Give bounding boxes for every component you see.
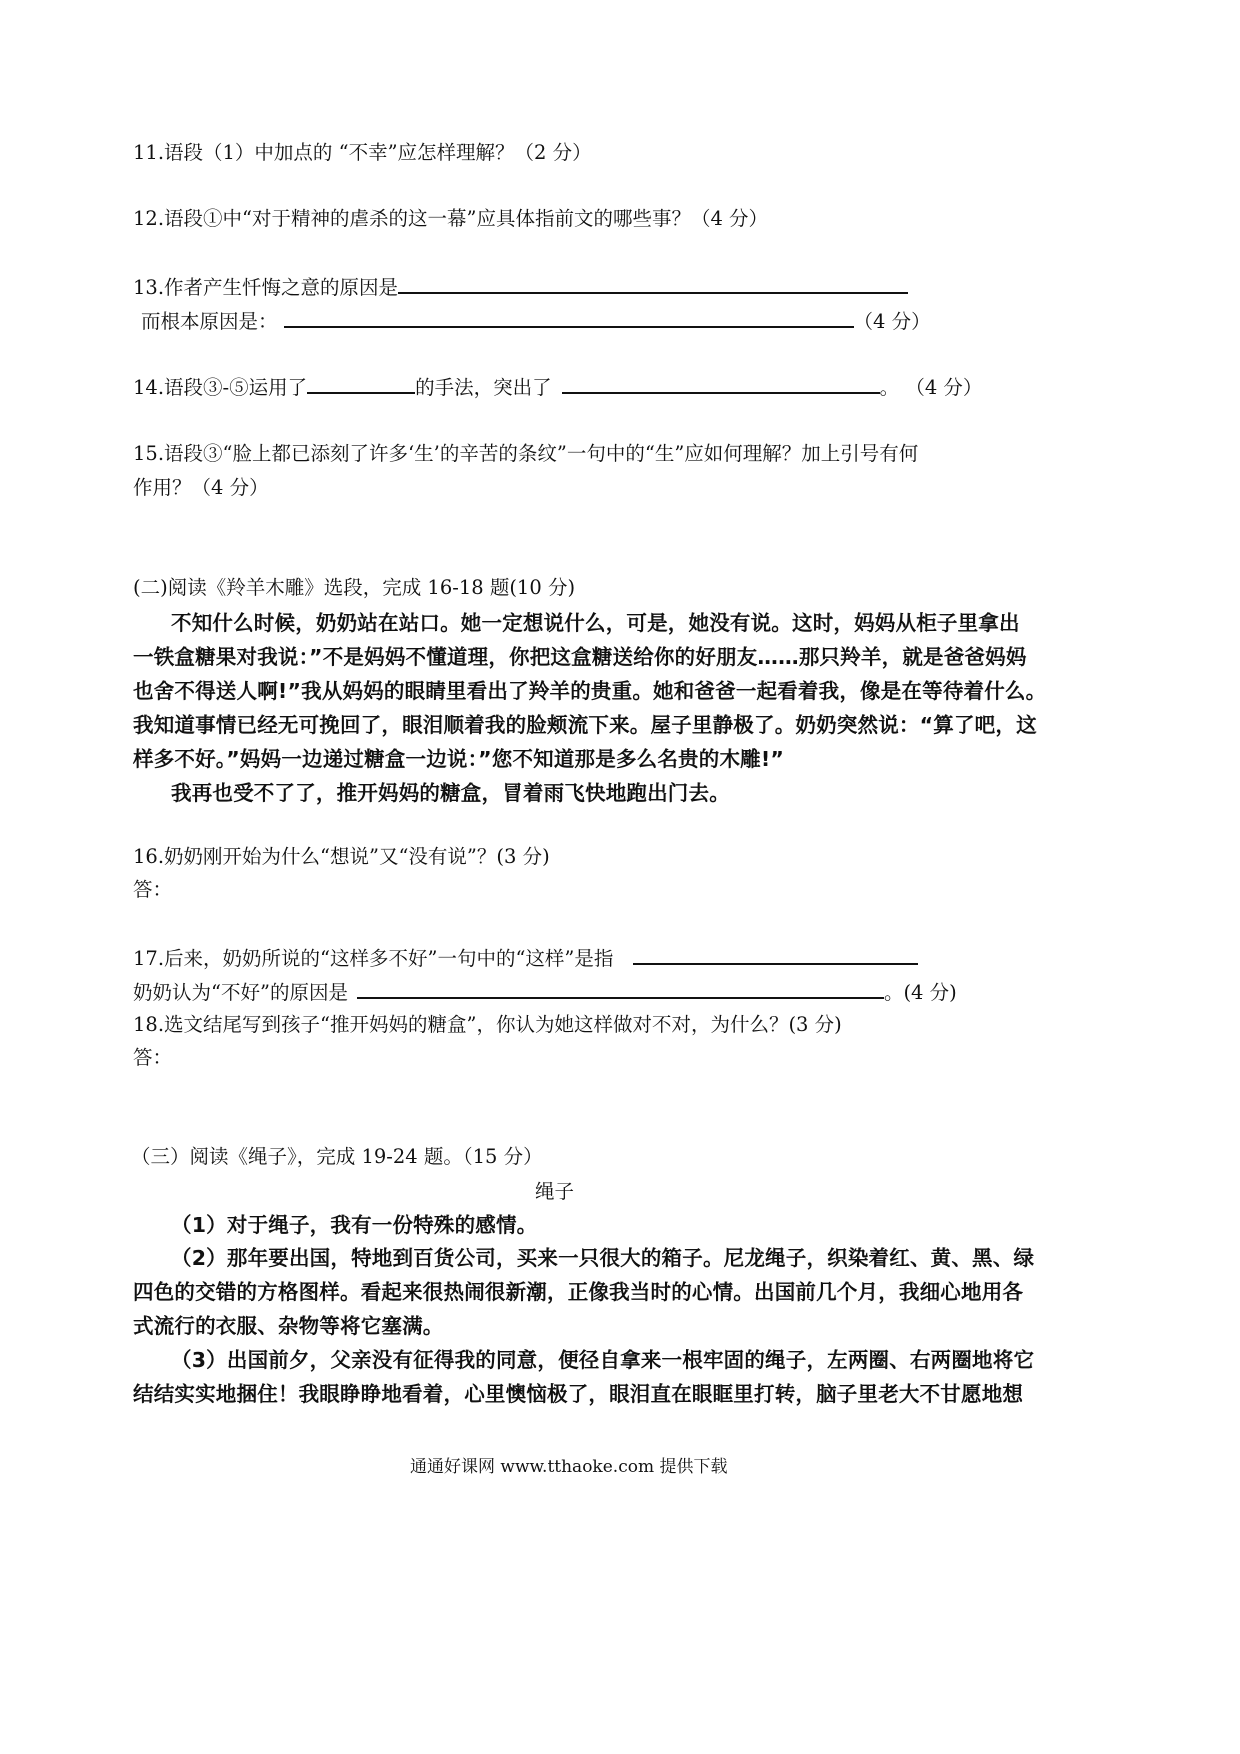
answer-label-18: 答： <box>133 1046 173 1069</box>
question-17-text: 17.后来，奶奶所说的“这样多不好”一句中的“这样”是指 <box>133 947 614 970</box>
question-13-text: 13.作者产生忏悔之意的原因是 <box>133 276 399 299</box>
answer-blank-17a[interactable] <box>633 945 918 965</box>
question-17-line2 <box>133 979 957 1005</box>
passage-3-title: 绳子 <box>535 1180 575 1203</box>
passage-2-line-1: 不知什么时候，奶奶站在站口。她一定想说什么，可是，她没有说。这时，妈妈从柜子里拿出 <box>171 611 1020 635</box>
answer-blank-13a[interactable] <box>398 274 908 294</box>
answer-label-16: 答： <box>133 878 173 901</box>
question-15-line2: 作用？（4 分） <box>133 476 269 499</box>
question-13-line2 <box>141 308 931 334</box>
passage-3-line-4: 式流行的衣服、杂物等将它塞满。 <box>133 1314 444 1338</box>
question-13-score: （4 分） <box>853 310 931 333</box>
section-3-heading: （三）阅读《绳子》，完成 19-24 题。（15 分） <box>131 1145 543 1168</box>
question-11: 11.语段（1）中加点的 “不幸”应怎样理解？（2 分） <box>133 141 592 164</box>
question-14 <box>133 374 982 400</box>
question-18: 18.选文结尾写到孩子“推开妈妈的糖盒”，你认为她这样做对不对，为什么？(3 分) <box>133 1013 842 1036</box>
question-13-line1 <box>133 274 908 300</box>
question-14-text: 14.语段③-⑤运用了 <box>133 376 308 399</box>
passage-2-line-6: 我再也受不了了，推开妈妈的糖盒，冒着雨飞快地跑出门去。 <box>171 781 730 805</box>
passage-3-line-3: 四色的交错的方格图样。看起来很热闹很新潮，正像我当时的心情。出国前几个月，我细心地用各 <box>133 1280 1024 1304</box>
passage-2-line-5: 样多不好。”妈妈一边递过糖盒一边说：”您不知道那是多么名贵的木雕!” <box>133 747 785 771</box>
answer-blank-14a[interactable] <box>307 374 415 394</box>
passage-2-line-3: 也舍不得送人啊!”我从妈妈的眼睛里看出了羚羊的贵重。她和爸爸一起看着我，像是在等待着什么。 <box>133 679 1047 703</box>
question-17-score: 。(4 分) <box>883 981 957 1004</box>
passage-3-line-1: （1）对于绳子，我有一份特殊的感情。 <box>171 1213 538 1237</box>
question-13-subtext: 而根本原因是： <box>141 310 278 333</box>
question-17-subtext: 奶奶认为“不好”的原因是 <box>133 981 348 1004</box>
answer-blank-17b[interactable] <box>357 979 884 999</box>
answer-blank-14b[interactable] <box>562 374 880 394</box>
passage-2-line-2: 一铁盒糖果对我说：”不是妈妈不懂道理，你把这盒糖送给你的好朋友……那只羚羊，就是爸爸妈妈 <box>133 645 1027 669</box>
question-15-line1: 15.语段③“脸上都已添刻了许多‘生’的辛苦的条纹”一句中的“生”应如何理解？加上引号有何 <box>133 442 919 465</box>
passage-2-line-4: 我知道事情已经无可挽回了，眼泪顺着我的脸颊流下来。屋子里静极了。奶奶突然说：“算了吧，这 <box>133 713 1037 737</box>
answer-blank-13b[interactable] <box>284 308 854 328</box>
question-17-line1 <box>133 945 918 971</box>
question-14-score: 。 （4 分） <box>879 376 983 399</box>
question-12: 12.语段①中“对于精神的虐杀的这一幕”应具体指前文的哪些事？（4 分） <box>133 207 769 230</box>
question-14-mid: 的手法，突出了 <box>415 376 552 399</box>
passage-3-line-2: （2）那年要出国，特地到百货公司，买来一只很大的箱子。尼龙绳子，织染着红、黄、黑、绿 <box>171 1246 1035 1270</box>
section-2-heading: (二)阅读《羚羊木雕》选段，完成 16-18 题(10 分) <box>133 576 576 599</box>
passage-3-line-6: 结结实实地捆住！我眼睁睁地看着，心里懊恼极了，眼泪直在眼眶里打转，脑子里老大不甘愿地想 <box>133 1382 1024 1406</box>
question-16: 16.奶奶刚开始为什么“想说”又“没有说”？(3 分) <box>133 845 550 868</box>
page-footer: 通通好课网 www.tthaoke.com 提供下载 <box>410 1457 728 1477</box>
passage-3-line-5: （3）出国前夕，父亲没有征得我的同意，便径自拿来一根牢固的绳子，左两圈、右两圈地将它 <box>171 1348 1035 1372</box>
